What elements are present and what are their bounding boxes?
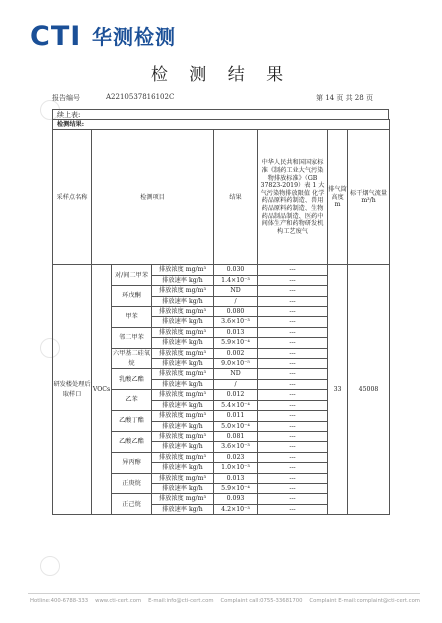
result-value: 0.081 [214,431,258,441]
compound-name: 对/间二甲苯 [112,265,152,286]
footer-complaint: Complaint call:0755-33681700 [220,598,303,604]
result-value: 0.002 [214,348,258,358]
standard-value: --- [258,296,328,306]
header-result: 结果 [214,130,258,265]
item-label: 排放速率 kg/h [152,421,214,431]
standard-value: --- [258,494,328,504]
standard-value: --- [258,317,328,327]
header-sampling-point: 采样点名称 [53,130,92,265]
page-info: 第 14 页 共 28 页 [316,94,373,102]
item-label: 排放速率 kg/h [152,483,214,493]
flow-value: 45008 [348,265,390,515]
item-label: 排放浓度 mg/m³ [152,369,214,379]
result-value: 0.013 [214,327,258,337]
header-item: 检测项目 [92,130,214,265]
item-label: 排放浓度 mg/m³ [152,286,214,296]
compound-name: 乙酸丁酯 [112,411,152,432]
result-value: 5.0×10⁻⁴ [214,421,258,431]
category-cell: VOCs [92,265,112,515]
footer-website[interactable]: www.cti-cert.com [95,598,142,604]
compound-name: 乙酸乙酯 [112,431,152,452]
standard-value: --- [258,483,328,493]
result-value: 0.093 [214,494,258,504]
seal-watermark [40,556,60,576]
result-value: / [214,296,258,306]
standard-value: --- [258,369,328,379]
sampling-point-cell: 研发楼处理后取样口 [53,265,92,515]
compound-name: 六甲基二硅氧烷 [112,348,152,369]
item-label: 排放浓度 mg/m³ [152,390,214,400]
standard-value: --- [258,463,328,473]
report-no-label: 报告编号 [52,94,80,102]
standard-value: --- [258,400,328,410]
height-value: 33 [328,265,348,515]
item-label: 排放速率 kg/h [152,359,214,369]
logo-brand: CTI [30,21,82,52]
standard-value: --- [258,327,328,337]
standard-value: --- [258,452,328,462]
item-label: 排放浓度 mg/m³ [152,327,214,337]
result-value: 3.6×10⁻³ [214,442,258,452]
item-label: 排放速率 kg/h [152,379,214,389]
result-value: 0.011 [214,411,258,421]
compound-name: 环戊酮 [112,286,152,307]
standard-value: --- [258,275,328,285]
footer-divider [28,593,420,594]
item-label: 排放速率 kg/h [152,338,214,348]
standard-value: --- [258,442,328,452]
item-label: 排放速率 kg/h [152,317,214,327]
standard-value: --- [258,504,328,514]
result-value: 1.4×10⁻³ [214,275,258,285]
page-title: 检 测 结 果 [150,65,292,85]
header-standard: 中华人民共和国国家标准《制药工业大气污染物排放标准》（GB 37823-2019）表 1 大气污染物排放限值 化学药品原料药制造、兽用药品原料药制造、生物药品制品制造、医药中间体生产和药物研发机构工艺废气 [258,130,328,265]
standard-value: --- [258,390,328,400]
item-label: 排放浓度 mg/m³ [152,411,214,421]
header-flow: 标干烟气流量 m³/h [348,130,390,265]
standard-value: --- [258,286,328,296]
standard-value: --- [258,348,328,358]
compound-name: 乙苯 [112,390,152,411]
header-height: 排气筒高度 m [328,130,348,265]
result-value: 0.080 [214,307,258,317]
result-value: 0.012 [214,390,258,400]
compound-name: 异丙醇 [112,452,152,473]
footer-email[interactable]: E-mail:info@cti-cert.com [148,598,214,604]
item-label: 排放浓度 mg/m³ [152,431,214,441]
continued-label: 续上表: [52,109,389,119]
item-label: 排放浓度 mg/m³ [152,307,214,317]
logo-name-cn: 华测检测 [92,25,176,49]
result-value: 0.023 [214,452,258,462]
standard-value: --- [258,338,328,348]
result-value: 1.0×10⁻³ [214,463,258,473]
item-label: 排放速率 kg/h [152,463,214,473]
item-label: 排放速率 kg/h [152,296,214,306]
standard-value: --- [258,421,328,431]
footer [30,598,420,604]
result-value: ND [214,286,258,296]
standard-value: --- [258,431,328,441]
compound-name: 邻二甲苯 [112,327,152,348]
item-label: 排放速率 kg/h [152,275,214,285]
standard-value: --- [258,473,328,483]
item-label: 排放速率 kg/h [152,400,214,410]
standard-value: --- [258,379,328,389]
standard-value: --- [258,359,328,369]
result-value: 9.0×10⁻⁵ [214,359,258,369]
standard-value: --- [258,411,328,421]
item-label: 排放浓度 mg/m³ [152,473,214,483]
footer-complaint-email[interactable]: Complaint E-mail:complaint@cti-cert.com [309,598,420,604]
item-label: 排放浓度 mg/m³ [152,452,214,462]
item-label: 排放浓度 mg/m³ [152,494,214,504]
item-label: 排放速率 kg/h [152,504,214,514]
item-label: 排放浓度 mg/m³ [152,265,214,275]
result-value: 3.6×10⁻³ [214,317,258,327]
item-label: 排放速率 kg/h [152,442,214,452]
result-value: 5.4×10⁻⁴ [214,400,258,410]
compound-name: 甲苯 [112,307,152,328]
report-no: A2210537816102C [106,93,175,101]
result-value: ND [214,369,258,379]
result-value: / [214,379,258,389]
result-value: 4.2×10⁻³ [214,504,258,514]
result-value: 0.030 [214,265,258,275]
section-title: 检测结果: [53,120,390,130]
result-value: 5.9×10⁻⁴ [214,338,258,348]
result-value: 5.9×10⁻⁴ [214,483,258,493]
item-label: 排放浓度 mg/m³ [152,348,214,358]
compound-name: 正己烷 [112,494,152,515]
standard-value: --- [258,307,328,317]
result-value: 0.013 [214,473,258,483]
standard-value: --- [258,265,328,275]
footer-hotline: Hotline:400-6788-333 [30,598,89,604]
table-row [53,265,390,275]
compound-name: 乳酸乙酯 [112,369,152,390]
results-table [52,119,390,515]
compound-name: 正庚烷 [112,473,152,494]
